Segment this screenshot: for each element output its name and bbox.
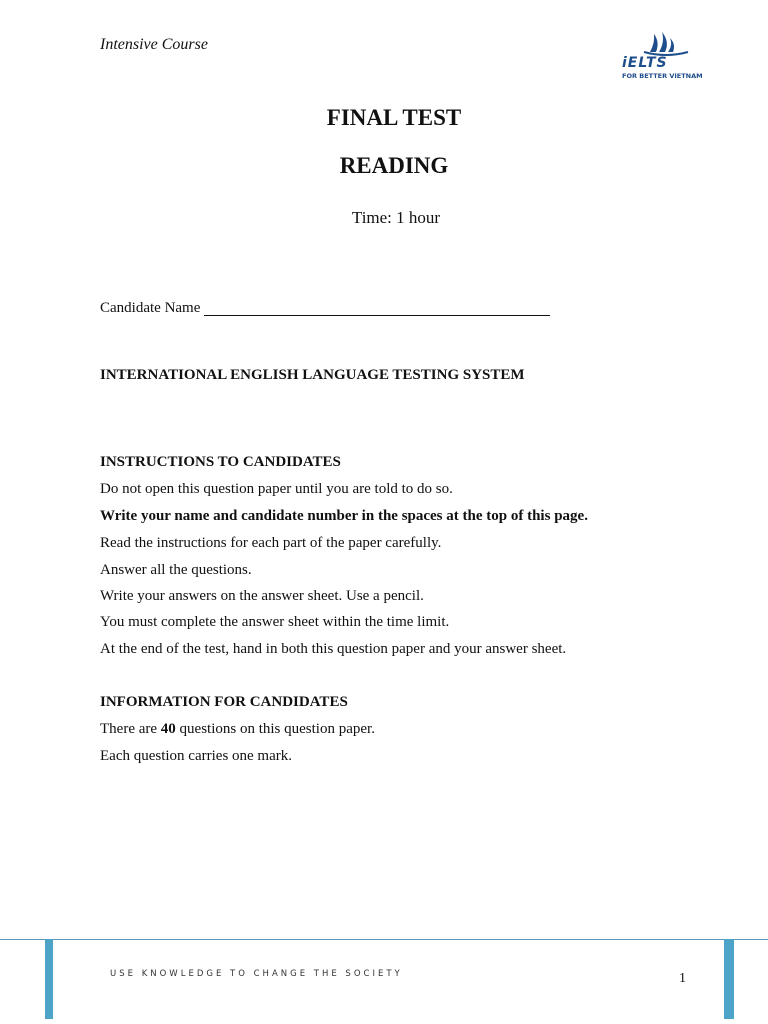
logo-wordmark: iELTS bbox=[622, 55, 668, 71]
system-title: INTERNATIONAL ENGLISH LANGUAGE TESTING SYSTEM bbox=[100, 367, 525, 383]
candidate-name-label: Candidate Name bbox=[100, 300, 201, 316]
question-count-prefix: There are bbox=[100, 721, 161, 737]
instruction-line: Write your answers on the answer sheet. Use a pencil. bbox=[100, 588, 424, 604]
page-number: 1 bbox=[679, 971, 686, 986]
instruction-line: Read the instructions for each part of the paper carefully. bbox=[100, 535, 442, 551]
footer-slogan: USE KNOWLEDGE TO CHANGE THE SOCIETY bbox=[110, 969, 403, 979]
information-heading: INFORMATION FOR CANDIDATES bbox=[100, 694, 348, 710]
footer-accent-bar-left bbox=[45, 939, 53, 1019]
instructions-heading: INSTRUCTIONS TO CANDIDATES bbox=[100, 454, 341, 470]
footer-accent-bar-right bbox=[724, 939, 734, 1019]
instruction-line: Answer all the questions. bbox=[100, 562, 252, 578]
mark-line: Each question carries one mark. bbox=[100, 748, 293, 764]
footer-divider bbox=[0, 939, 768, 940]
ielts-logo bbox=[616, 30, 716, 84]
question-count-suffix: questions on this question paper. bbox=[175, 721, 375, 737]
question-count-line bbox=[100, 721, 375, 738]
header-course-label: Intensive Course bbox=[100, 36, 208, 53]
time-limit: Time: 1 hour bbox=[351, 208, 441, 227]
instruction-line: Write your name and candidate number in the spaces at the top of this page. bbox=[100, 508, 588, 524]
candidate-name-field[interactable] bbox=[204, 315, 550, 316]
question-count-value: 40 bbox=[160, 721, 176, 737]
test-title: FINAL TEST bbox=[326, 105, 462, 130]
instruction-line: You must complete the answer sheet within the time limit. bbox=[100, 614, 450, 630]
logo-tagline: FOR BETTER VIETNAM bbox=[622, 72, 703, 80]
instruction-line: Do not open this question paper until you are told to do so. bbox=[100, 481, 453, 497]
instruction-line: At the end of the test, hand in both this question paper and your answer sheet. bbox=[100, 641, 567, 657]
test-subject: READING bbox=[339, 153, 449, 178]
